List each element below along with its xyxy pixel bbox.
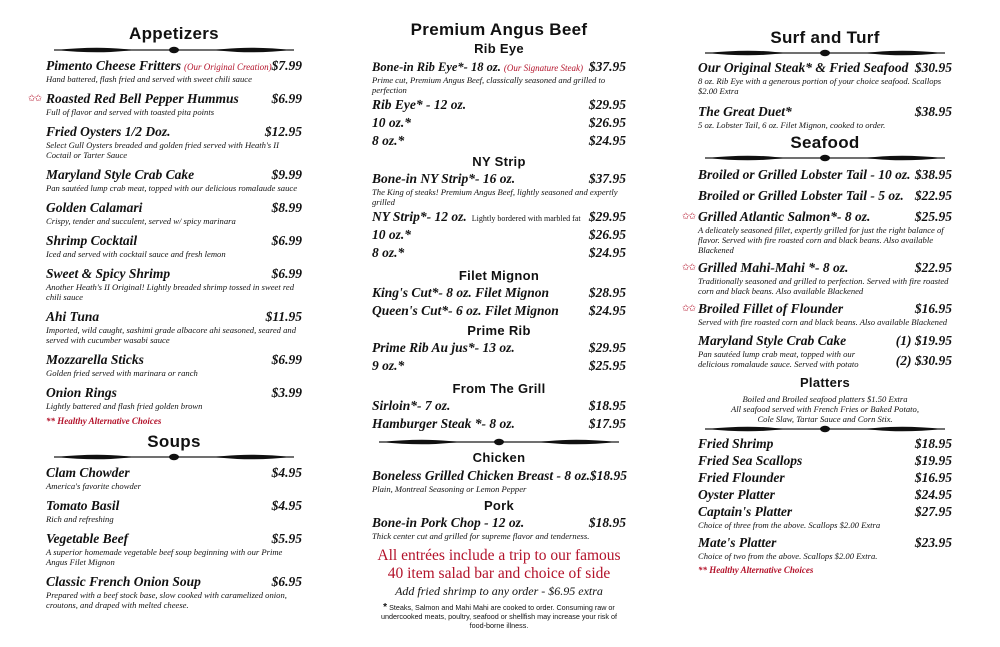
scroll-divider-icon	[705, 425, 945, 434]
list-item	[682, 260, 952, 296]
list-item	[372, 398, 626, 414]
list-item	[372, 515, 626, 541]
item-price: (2) $30.95	[895, 353, 952, 368]
item-name: Onion Rings	[46, 385, 117, 400]
scroll-divider-icon	[705, 154, 945, 163]
list-item	[372, 227, 626, 243]
item-name: 9 oz.*	[372, 358, 405, 373]
item-name: Fried Shrimp	[698, 436, 774, 451]
item-desc: A delicately seasoned fillet, expertly grilled for just the right balance of flavor. Served with fire roasted corn and black beans. Also available Blackened	[698, 225, 944, 255]
item-price: $7.99	[271, 58, 303, 73]
item-price: $6.99	[271, 91, 302, 106]
asterisk-icon: *	[383, 602, 388, 613]
list-item	[46, 200, 302, 226]
item-price: $29.95	[588, 209, 626, 224]
list-item	[372, 133, 626, 149]
item-price: $6.99	[271, 266, 302, 281]
item-desc: Imported, wild caught, sashimi grade albacore ahi seasoned, seared and served with cucumber wasabi sauce	[46, 325, 296, 345]
item-price: $4.95	[271, 498, 302, 513]
item-name: Prime Rib Au jus*- 13 oz.	[372, 340, 515, 355]
item-name: 8 oz.*	[372, 133, 405, 148]
list-item	[46, 385, 302, 411]
list-item	[46, 531, 302, 567]
item-price: $25.95	[588, 358, 626, 373]
item-name: Boneless Grilled Chicken Breast - 8 oz.	[372, 468, 590, 483]
disclaimer: * Steaks, Salmon and Mahi Mahi are cooked to order. Consuming raw or undercooked meats, poultry, seafood or shellfish may increase your risk of food-borne illness.	[381, 602, 617, 630]
item-name: Clam Chowder	[46, 465, 130, 480]
item-price: $23.95	[914, 535, 952, 550]
item-price: $24.95	[588, 133, 626, 148]
double-star-icon: ✩✩	[682, 303, 696, 313]
item-desc: Rich and refreshing	[46, 514, 114, 524]
item-price: $29.95	[588, 97, 626, 112]
list-item	[46, 233, 302, 259]
item-name: Grilled Atlantic Salmon*- 8 oz.	[698, 209, 871, 224]
promo-extra: Add fried shrimp to any order - $6.95 extra	[395, 584, 603, 598]
list-item	[698, 167, 952, 183]
list-item	[46, 465, 302, 491]
scroll-divider-icon	[379, 438, 619, 447]
healthy-note: ** Healthy Alternative Choices	[698, 565, 814, 575]
item-price: $24.95	[914, 487, 952, 502]
list-item	[698, 535, 952, 561]
list-item	[698, 470, 952, 486]
scroll-divider-icon	[54, 453, 294, 462]
scroll-divider-icon	[54, 46, 294, 55]
item-price: $27.95	[914, 504, 952, 519]
item-desc: Select Gull Oysters breaded and golden fried served with Heath's II Coctail or Tarter Sauce	[46, 140, 280, 160]
list-item	[46, 352, 302, 378]
item-price: $16.95	[914, 470, 952, 485]
list-item	[372, 209, 626, 225]
list-item	[46, 167, 302, 193]
item-price: $24.95	[588, 303, 626, 318]
list-item	[698, 333, 952, 369]
soups-heading: Soups	[147, 432, 201, 451]
item-price: $22.95	[914, 260, 952, 275]
list-item	[372, 245, 626, 261]
item-desc: Full of flavor and served with toasted pita points	[46, 107, 215, 117]
item-price: $18.95	[589, 468, 628, 483]
item-price: $29.95	[588, 340, 626, 355]
promo-line: All entrées include a trip to our famous	[377, 547, 621, 564]
item-name: Fried Sea Scallops	[698, 453, 803, 468]
item-name: 8 oz.*	[372, 245, 405, 260]
list-item	[46, 124, 302, 160]
item-name: Pimento Cheese Fritters (Our Original Creation)	[46, 58, 272, 73]
item-name: Tomato Basil	[46, 498, 120, 513]
middle-column	[372, 0, 626, 647]
item-name: Broiled Fillet of Flounder	[698, 301, 844, 316]
item-price: $22.95	[914, 188, 952, 203]
list-item	[46, 498, 302, 524]
item-price: $3.99	[271, 385, 302, 400]
item-desc: Prime cut, Premium Angus Beef, classically seasoned and grilled to perfection	[372, 75, 606, 95]
item-price: $24.95	[588, 245, 626, 260]
item-price: $26.95	[588, 227, 626, 242]
item-price: $37.95	[588, 171, 626, 186]
item-name: Classic French Onion Soup	[46, 574, 201, 589]
item-price: $25.95	[914, 209, 952, 224]
primerib-heading: Prime Rib	[467, 323, 531, 338]
list-item	[372, 285, 626, 301]
list-item	[372, 171, 626, 207]
item-desc: Pan sautéed lump crab meat, topped with our delicious romalaude sauce. Served with potato	[698, 349, 859, 369]
item-desc: A superior homemade vegetable beef soup beginning with our Prime Angus Filet Mignon	[46, 547, 283, 567]
list-item	[372, 358, 626, 374]
item-price: $38.95	[914, 104, 952, 119]
list-item	[372, 303, 626, 319]
item-name: Golden Calamari	[46, 200, 143, 215]
list-item	[46, 309, 302, 345]
list-item	[698, 487, 952, 503]
list-item	[372, 340, 626, 356]
item-desc: Thick center cut and grilled for supreme flavor and tenderness.	[372, 531, 590, 541]
list-item	[682, 301, 952, 327]
item-name: 10 oz.*	[372, 115, 412, 130]
double-star-icon: ✩✩	[682, 262, 696, 272]
item-name: Hamburger Steak *- 8 oz.	[372, 416, 515, 431]
item-name: Mate's Platter	[698, 535, 777, 550]
item-price: $26.95	[588, 115, 626, 130]
item-name: Fried Flounder	[698, 470, 785, 485]
item-desc: Plain, Montreal Seasoning or Lemon Pepper	[372, 484, 527, 494]
grill-heading: From The Grill	[452, 381, 546, 396]
item-name: The Great Duet*	[698, 104, 792, 119]
item-desc: Golden fried served with marinara or ranch	[46, 368, 198, 378]
list-item	[372, 59, 626, 95]
item-desc: 8 oz. Rib Eye with a generous portion of your choice seafood. Scallops $2.00 Extra	[698, 76, 942, 96]
item-name: Ahi Tuna	[46, 309, 100, 324]
item-name: Broiled or Grilled Lobster Tail - 10 oz.	[698, 167, 911, 182]
item-price: $18.95	[588, 398, 626, 413]
platters-note: Boiled and Broiled seafood platters $1.50 Extra All seafood served with French Fries or Baked Potato, Cole Slaw, Tartar Sauce and Corn Stix.	[731, 394, 919, 424]
item-price: $11.95	[265, 309, 302, 324]
beef-heading: Premium Angus Beef	[410, 20, 588, 39]
item-name: Oyster Platter	[698, 487, 775, 502]
item-price: $37.95	[588, 59, 626, 74]
item-desc: Iced and served with cocktail sauce and fresh lemon	[46, 249, 226, 259]
item-name: Maryland Style Crab Cake	[46, 167, 195, 182]
item-price: $19.95	[914, 453, 952, 468]
list-item	[46, 266, 302, 302]
list-item	[698, 188, 952, 204]
item-price: $5.95	[271, 531, 302, 546]
item-desc: Hand battered, flash fried and served with sweet chili sauce	[46, 74, 252, 84]
healthy-note: ** Healthy Alternative Choices	[46, 416, 162, 426]
item-desc: 5 oz. Lobster Tail, 6 oz. Filet Mignon, cooked to order.	[698, 120, 886, 130]
item-name: Grilled Mahi-Mahi *- 8 oz.	[698, 260, 849, 275]
list-item	[372, 115, 626, 131]
item-desc: The King of steaks! Premium Angus Beef, lightly seasoned and expertly grilled	[372, 187, 618, 207]
item-desc: Prepared with a beef stock base, slow cooked with caramelized onion, croutons, and draped with melted cheese.	[46, 590, 287, 610]
item-name: Captain's Platter	[698, 504, 793, 519]
seafood-heading: Seafood	[790, 133, 860, 152]
item-name: Rib Eye* - 12 oz.	[372, 97, 467, 112]
surf-heading: Surf and Turf	[770, 28, 880, 47]
item-desc: Choice of two from the above. Scallops $2.00 Extra.	[698, 551, 878, 561]
item-name: Sirloin*- 7 oz.	[372, 398, 451, 413]
item-desc: Crispy, tender and succulent, served w/ spicy marinara	[46, 216, 236, 226]
list-item	[698, 60, 952, 96]
item-name: NY Strip*- 12 oz. Lightly bordered with marbled fat	[372, 209, 581, 224]
item-price: $30.95	[914, 60, 952, 75]
list-item	[372, 468, 626, 494]
list-item	[698, 453, 952, 469]
item-name: Queen's Cut*- 6 oz. Filet Mignon	[372, 303, 559, 318]
platters-heading: Platters	[799, 375, 851, 390]
item-name: Bone-in Rib Eye*- 18 oz. (Our Signature Steak)	[372, 60, 583, 74]
item-desc: America's favorite chowder	[46, 481, 141, 491]
list-item	[698, 504, 952, 530]
nystrip-heading: NY Strip	[472, 154, 526, 169]
item-name: Bone-in NY Strip*- 16 oz.	[372, 171, 516, 186]
item-tag: (Our Signature Steak)	[503, 63, 583, 73]
item-name: Fried Oysters 1/2 Doz.	[46, 124, 171, 139]
filet-heading: Filet Mignon	[458, 268, 540, 283]
item-name: Vegetable Beef	[46, 531, 129, 546]
item-price: $8.99	[271, 200, 302, 215]
item-price: $6.99	[271, 352, 302, 367]
item-price: $16.95	[914, 301, 952, 316]
item-price: $4.95	[271, 465, 302, 480]
chicken-heading: Chicken	[472, 450, 526, 465]
item-name: Sweet & Spicy Shrimp	[46, 266, 171, 281]
list-item	[372, 416, 626, 432]
item-name: Shrimp Cocktail	[46, 233, 138, 248]
item-name: Broiled or Grilled Lobster Tail - 5 oz.	[698, 188, 904, 203]
appetizers-heading: Appetizers	[129, 24, 219, 43]
list-item	[28, 91, 302, 117]
list-item	[46, 58, 302, 84]
item-price: $6.95	[271, 574, 302, 589]
item-tag: Lightly bordered with marbled fat	[471, 214, 581, 223]
item-price: $38.95	[914, 167, 952, 182]
double-star-icon: ✩✩	[28, 93, 42, 103]
left-column	[28, 0, 303, 647]
pork-heading: Pork	[483, 498, 515, 513]
item-price: $18.95	[588, 515, 626, 530]
list-item	[372, 97, 626, 113]
item-price: $18.95	[914, 436, 952, 451]
promo-text	[372, 547, 626, 583]
item-price: $9.99	[271, 167, 302, 182]
item-desc: Choice of three from the above. Scallops $2.00 Extra	[698, 520, 881, 530]
ribeye-heading: Rib Eye	[474, 41, 524, 56]
list-item	[698, 104, 952, 130]
item-price: $28.95	[588, 285, 626, 300]
item-price: $17.95	[588, 416, 626, 431]
item-desc: Lightly battered and flash fried golden brown	[46, 401, 203, 411]
item-name: 10 oz.*	[372, 227, 412, 242]
double-star-icon: ✩✩	[682, 211, 696, 221]
item-name: King's Cut*- 8 oz. Filet Mignon	[372, 285, 550, 300]
item-name: Mozzarella Sticks	[46, 352, 144, 367]
item-tag: (Our Original Creation)	[184, 62, 272, 72]
item-desc: Traditionally seasoned and grilled to perfection. Served with fire roasted corn and black beans. Also available Blackened	[698, 276, 949, 296]
right-column	[682, 0, 952, 647]
item-price: (1) $19.95	[895, 333, 952, 348]
item-price: $12.95	[264, 124, 302, 139]
item-name: Our Original Steak* & Fried Seafood	[698, 60, 909, 75]
item-desc: Another Heath's II Original! Lightly breaded shrimp tossed in sweet red chili sauce	[46, 282, 295, 302]
list-item	[682, 209, 952, 255]
item-name: Maryland Style Crab Cake	[698, 333, 847, 348]
list-item	[46, 574, 302, 610]
list-item	[698, 436, 952, 452]
item-desc: Pan sautéed lump crab meat, topped with our delicious romalaude sauce	[46, 183, 298, 193]
item-price: $6.99	[271, 233, 302, 248]
item-name: Roasted Red Bell Pepper Hummus	[46, 91, 239, 106]
scroll-divider-icon	[705, 49, 945, 58]
promo-line: 40 item salad bar and choice of side	[387, 565, 611, 582]
item-desc: Served with fire roasted corn and black beans. Also available Blackened	[698, 317, 948, 327]
item-name: Bone-in Pork Chop - 12 oz.	[372, 515, 525, 530]
